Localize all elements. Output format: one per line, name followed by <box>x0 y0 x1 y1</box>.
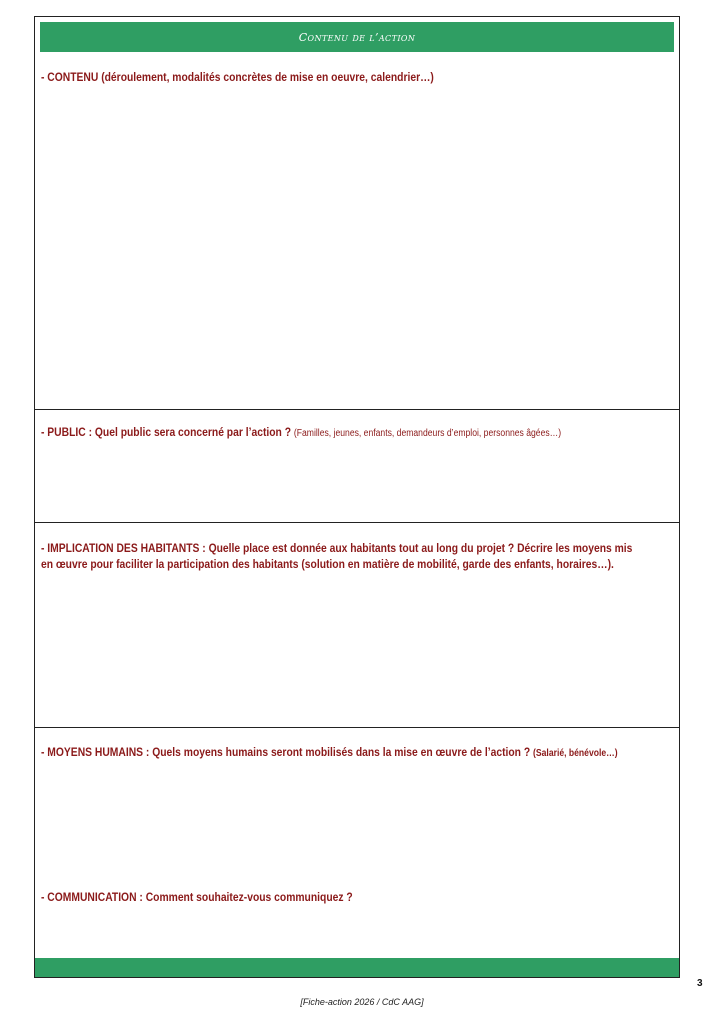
implication-section[interactable] <box>35 523 679 727</box>
moyens-hint: (Salarié, bénévole…) <box>533 748 618 759</box>
public-hint: (Familles, jeunes, enfants, demandeurs d’emploi, personnes âgées…) <box>293 428 562 439</box>
contenu-section[interactable] <box>35 55 679 409</box>
implication-label <box>41 540 676 572</box>
footer-caption: [Fiche-action 2026 / CdC AAG] <box>300 997 424 1007</box>
implication-label-line1: - IMPLICATION DES HABITANTS : Quelle place est donnée aux habitants tout au long du projet ? Décrire les moyens mis <box>41 541 633 555</box>
communication-label <box>41 889 676 905</box>
communication-section[interactable] <box>35 877 679 957</box>
implication-label-line2: en œuvre pour faciliter la participation des habitants (solution en matière de mobilité, garde des enfants, horaires…). <box>41 557 614 571</box>
public-label-text: - PUBLIC : Quel public sera concerné par l’action ? <box>41 425 292 439</box>
page-number: 3 <box>697 978 703 989</box>
footer-band <box>35 958 679 977</box>
moyens-section[interactable] <box>35 728 679 858</box>
communication-label-text: - COMMUNICATION : Comment souhaitez-vous communiquez ? <box>41 890 353 904</box>
moyens-label-text: - MOYENS HUMAINS : Quels moyens humains seront mobilisés dans la mise en œuvre de l’action ? <box>41 745 531 759</box>
contenu-label <box>41 69 676 85</box>
contenu-label-text: - CONTENU (déroulement, modalités concrètes de mise en oeuvre, calendrier…) <box>41 70 434 84</box>
public-label <box>41 424 676 442</box>
section-header-title: Contenu de l’action <box>298 30 416 44</box>
section-header <box>40 22 674 52</box>
public-section[interactable] <box>35 410 679 522</box>
form-frame <box>34 16 680 978</box>
moyens-label <box>41 744 676 762</box>
